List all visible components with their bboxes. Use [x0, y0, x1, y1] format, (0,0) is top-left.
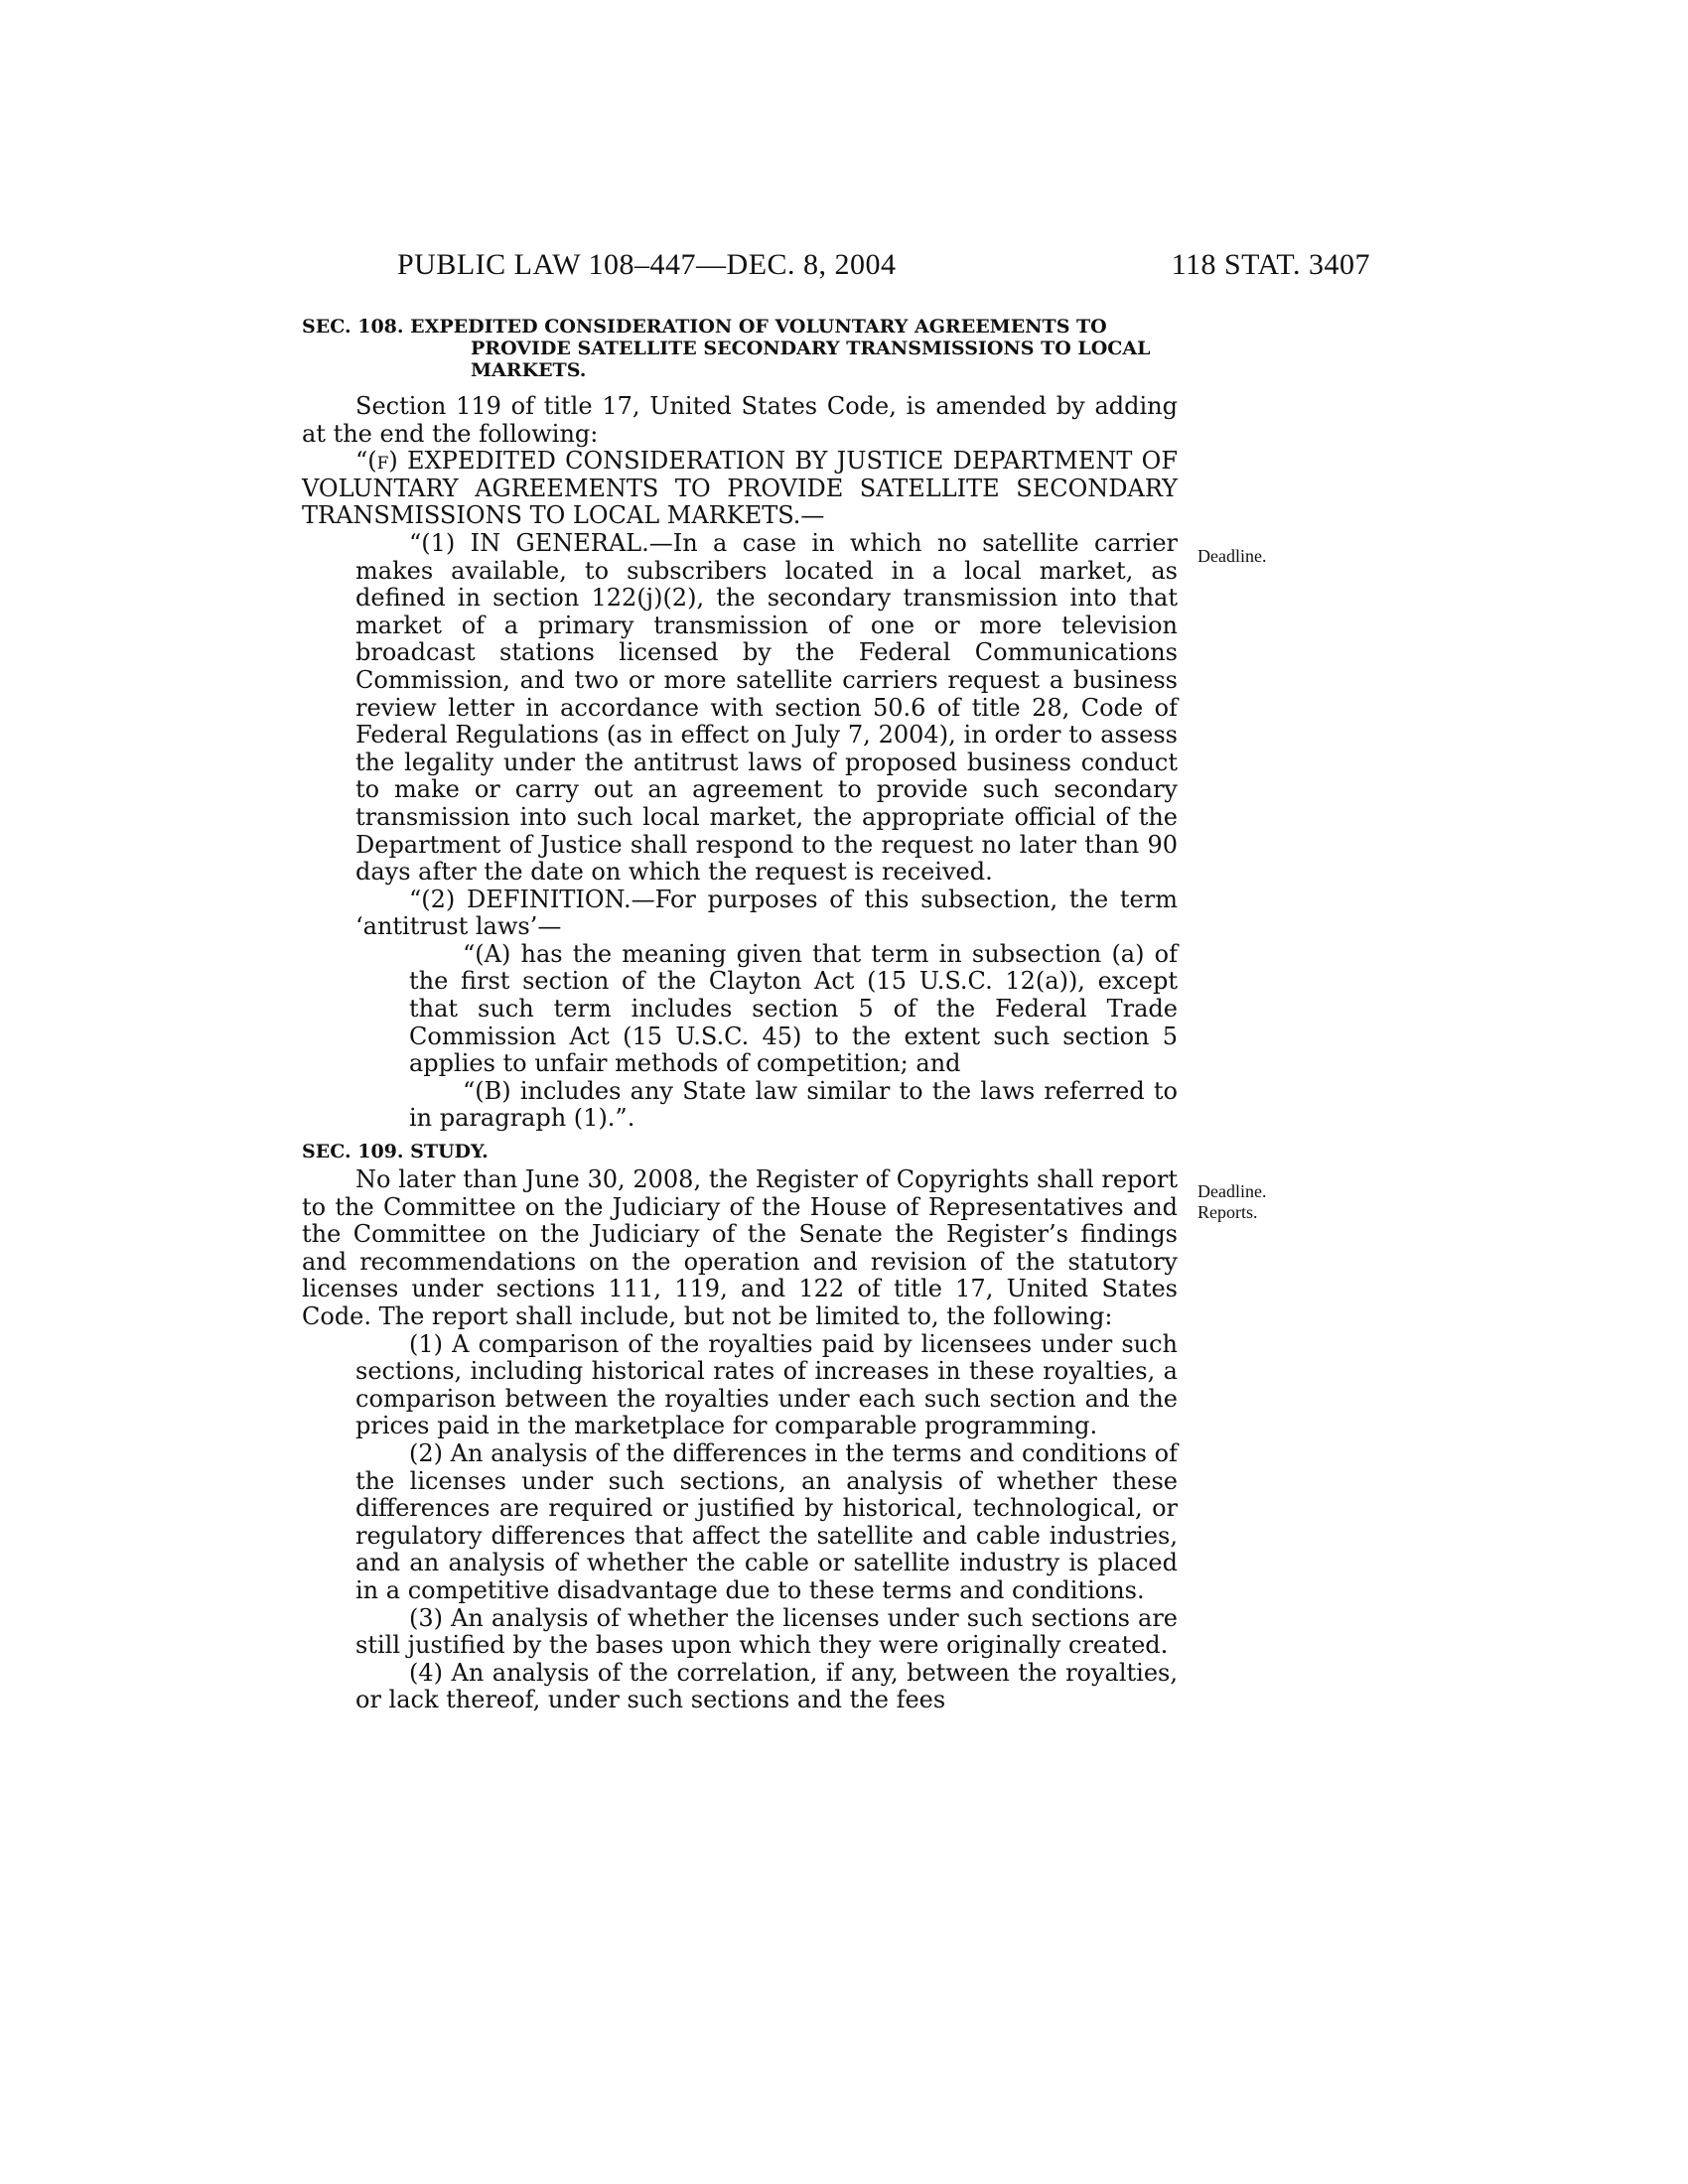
- subparagraph-b: “(B) includes any State law similar to the laws referred to in paragraph (1).”.: [409, 1076, 1178, 1133]
- study-item-2: (2) An analysis of the differences in the terms and conditions of the licenses under such sections, an analysis of whether these differences are required or justified by historical, technological, or regulatory differences that affect the satellite and cable industries, and an analysis of whether the cable or satellite industry is placed in a competitive disadvantage due to these terms and conditions.: [355, 1438, 1178, 1604]
- section-108-intro: Section 119 of title 17, United States Code, is amended by adding at the end the following:: [302, 392, 1178, 448]
- main-text-column: [302, 316, 1178, 1714]
- statute-page-number: 118 STAT. 3407: [1171, 248, 1370, 281]
- margin-note-deadline-2: Deadline.: [1197, 1181, 1267, 1201]
- subsection-f-heading-text: “(f) EXPEDITED CONSIDERATION BY JUSTICE DEPARTMENT OF VOLUNTARY AGREEMENTS TO PROVIDE SATELLITE SECONDARY TRANSMISSIONS TO LOCAL MARKETS.—: [302, 447, 1178, 530]
- paragraph-1-text: —In a case in which no satellite carrier makes available, to subscribers located in a local market, as defined in section 122(j)(2), the secondary transmission into that market of a primary transmission of one or more television broadcast stations licensed by the Federal Communications Commission, and two or more satellite carriers request a business review letter in accordance with section 50.6 of title 28, Code of Federal Regulations (as in effect on July 7, 2004), in order to assess the legality under the antitrust laws of proposed business conduct to make or carry out an agreement to provide such secondary transmission into such local market, the appropriate official of the Department of Justice shall respond to the request no later than 90 days after the date on which the request is received.: [355, 528, 1178, 887]
- margin-note-deadline: Deadline.: [1197, 546, 1267, 566]
- study-item-3: (3) An analysis of whether the licenses under such sections are still justified by the bases upon which they were originally created.: [355, 1603, 1178, 1660]
- paragraph-2-label: “(2) DEFINITION.: [409, 885, 632, 913]
- paragraph-2-text: —For purposes of this subsection, the term ‘antitrust laws’—: [355, 885, 1178, 941]
- study-item-4: (4) An analysis of the correlation, if any, between the royalties, or lack thereof, under such sections and the fees: [355, 1658, 1178, 1714]
- subparagraph-a: “(A) has the meaning given that term in subsection (a) of the first section of the Clayton Act (15 U.S.C. 12(a)), except that such term includes section 5 of the Federal Trade Commission Act (15 U.S.C. 45) to the extent such section 5 applies to unfair methods of competition; and: [409, 939, 1178, 1078]
- paragraph-1-in-general: [302, 530, 1178, 887]
- section-108-number: SEC. 108.: [302, 316, 404, 338]
- section-108-title: EXPEDITED CONSIDERATION OF VOLUNTARY AGREEMENTS TO PROVIDE SATELLITE SECONDARY TRANSMISSIONS TO LOCAL MARKETS.: [410, 316, 1151, 381]
- public-law-citation: PUBLIC LAW 108–447—DEC. 8, 2004: [397, 248, 897, 281]
- margin-note-deadline-reports: [1197, 1181, 1266, 1223]
- subsection-f-heading: [302, 448, 1178, 530]
- study-item-1: (1) A comparison of the royalties paid by licensees under such sections, including historical rates of increases in these royalties, a comparison between the royalties under each such section and the prices paid in the marketplace for comparable programming.: [355, 1329, 1178, 1440]
- margin-note-reports: Reports.: [1197, 1202, 1258, 1222]
- page-header: [298, 248, 1370, 288]
- section-108-heading: [302, 316, 1178, 381]
- paragraph-2-definition: [302, 887, 1178, 941]
- section-109-intro: No later than June 30, 2008, the Register of Copyrights shall report to the Committee on the Judiciary of the House of Representatives and the Committee on the Judiciary of the Senate the Register’s findings and recommendations on the operation and revision of the statutory licenses under sections 111, 119, and 122 of title 17, United States Code. The report shall include, but not be limited to, the following:: [302, 1165, 1178, 1330]
- paragraph-1-label: “(1) IN GENERAL.: [409, 528, 649, 557]
- section-109-heading: SEC. 109. STUDY.: [302, 1141, 489, 1163]
